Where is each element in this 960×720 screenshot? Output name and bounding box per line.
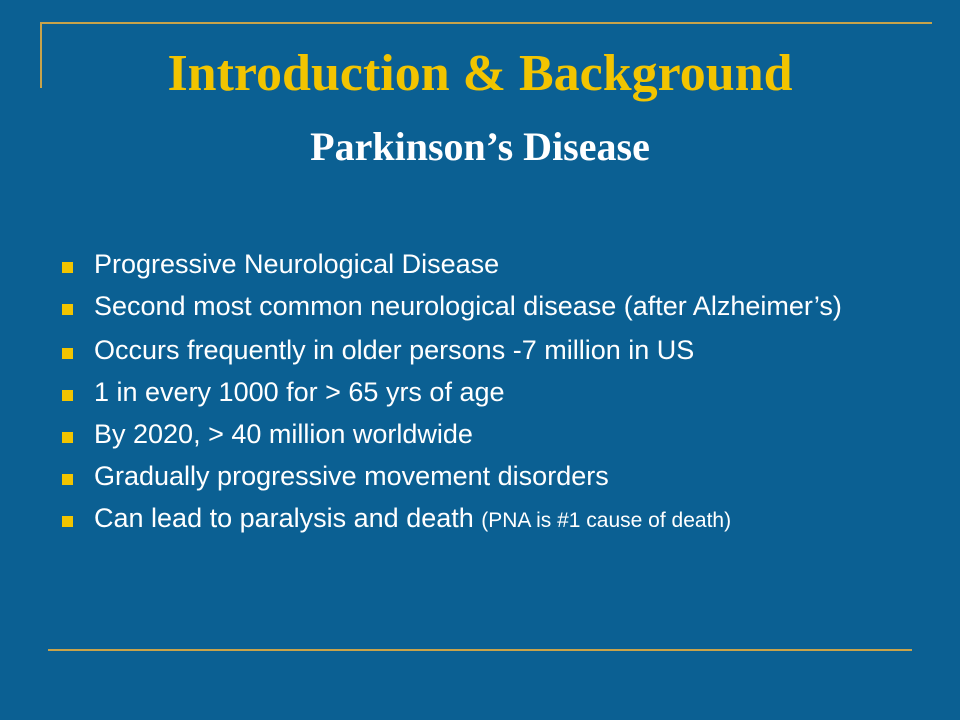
bullet-item — [60, 503, 890, 533]
bullet-text: Gradually progressive movement disorders — [94, 461, 609, 491]
bullet-item — [60, 419, 890, 449]
square-bullet-icon — [62, 304, 73, 315]
square-bullet-icon — [62, 516, 73, 527]
square-bullet-icon — [62, 474, 73, 485]
bullet-text: Can lead to paralysis and death — [94, 503, 482, 533]
bullet-text: Occurs frequently in older persons -7 million in US — [94, 335, 695, 365]
bullet-item — [60, 461, 890, 491]
square-bullet-icon — [62, 390, 73, 401]
slide-subtitle: Parkinson’s Disease — [310, 124, 650, 169]
top-rule — [40, 22, 932, 24]
bullet-text: Progressive Neurological Disease — [94, 249, 500, 279]
bottom-rule — [48, 649, 912, 651]
square-bullet-icon — [62, 262, 73, 273]
bullet-item — [60, 291, 890, 321]
bullet-text: 1 in every 1000 for > 65 yrs of age — [94, 377, 505, 407]
bullet-text: Second most common neurological disease (after Alzheimer’s) — [94, 291, 842, 321]
bullet-text: By 2020, > 40 million worldwide — [94, 419, 473, 449]
bullet-item — [60, 377, 890, 407]
bullet-aside-note: (PNA is #1 cause of death) — [481, 509, 732, 532]
square-bullet-icon — [62, 348, 73, 359]
bullet-item — [60, 335, 890, 365]
square-bullet-icon — [62, 432, 73, 443]
bullet-list — [60, 249, 890, 545]
bullet-item — [60, 249, 890, 279]
slide-title: Introduction & Background — [167, 45, 793, 102]
